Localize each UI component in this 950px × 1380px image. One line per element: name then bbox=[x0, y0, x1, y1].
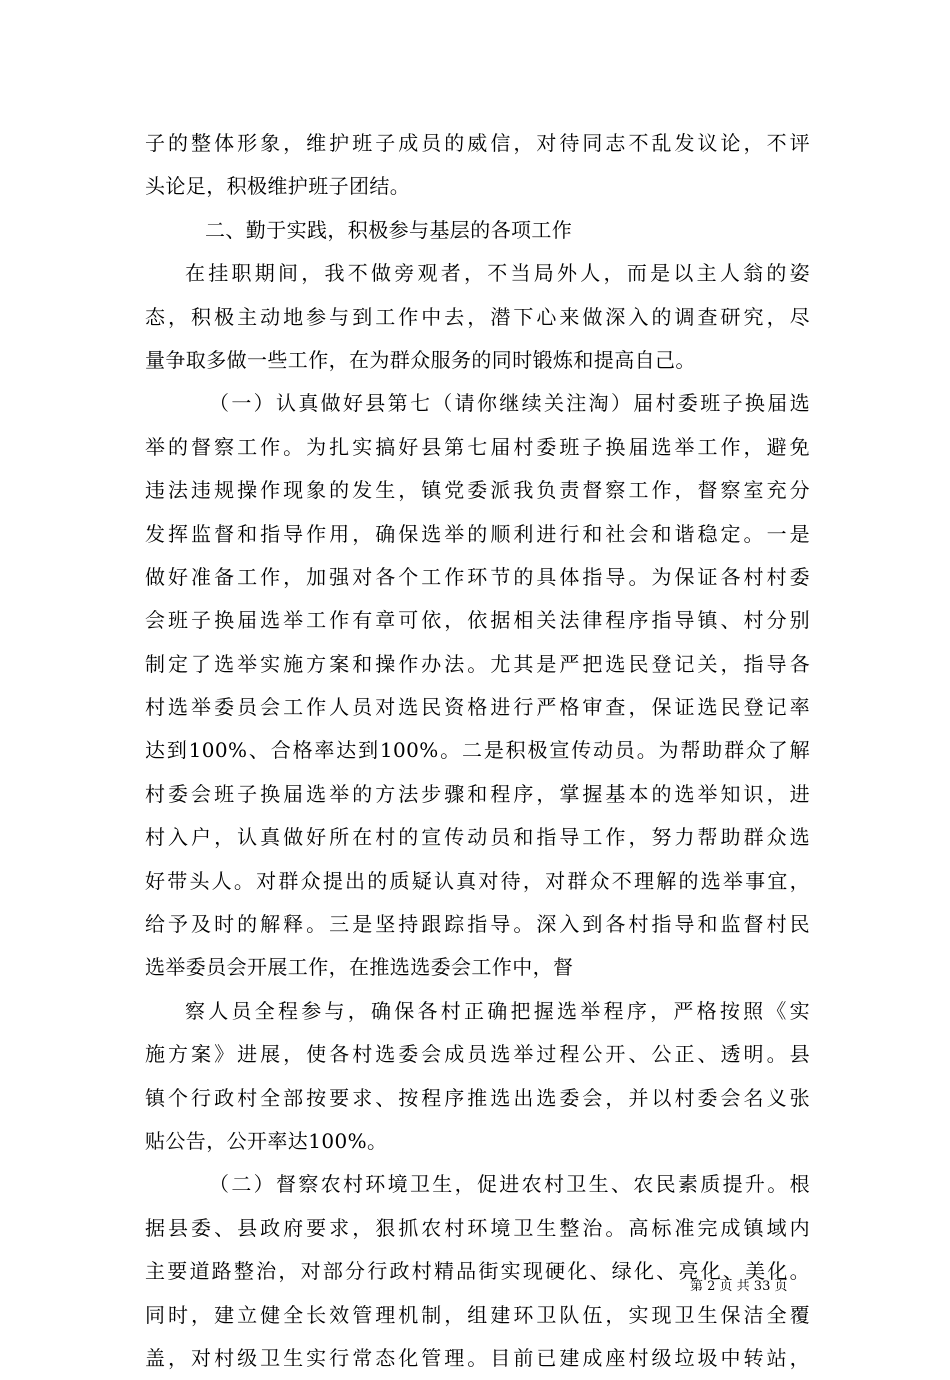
body-text bbox=[145, 122, 810, 1380]
text-line: 主要道路整治，对部分行政村精品街实现硬化、绿化、亮化、美化。 bbox=[145, 1259, 810, 1284]
text-line: 镇个行政村全部按要求、按程序推选出选委会，并以村委会名义张 bbox=[145, 1085, 810, 1110]
text-line: 村委会班子换届选举的方法步骤和程序，掌握基本的选举知识，进 bbox=[145, 781, 810, 806]
text-line: 量争取多做一些工作，在为群众服务的同时锻炼和提高自己。 bbox=[145, 347, 696, 372]
text-line: 态，积极主动地参与到工作中去，潜下心来做深入的调查研究，尽 bbox=[145, 304, 810, 329]
text-line: 违法违规操作现象的发生，镇党委派我负责督察工作，督察室充分 bbox=[145, 478, 810, 503]
text-line: 头论足，积极维护班子团结。 bbox=[145, 174, 411, 199]
text-line: 同时，建立健全长效管理机制，组建环卫队伍，实现卫生保洁全覆 bbox=[145, 1302, 810, 1327]
text-line: 发挥监督和指导作用，确保选举的顺利进行和社会和谐稳定。一是 bbox=[145, 521, 810, 546]
text-line: 达到100%、合格率达到100%。二是积极宣传动员。为帮助群众了解 bbox=[145, 738, 810, 763]
text-line: 子的整体形象，维护班子成员的威信，对待同志不乱发议论，不评 bbox=[145, 131, 810, 155]
text-line: 盖，对村级卫生实行常态化管理。目前已建成座村级垃圾中转站， bbox=[145, 1345, 810, 1370]
text-line: 会班子换届选举工作有章可依，依据相关法律程序指导镇、村分别 bbox=[145, 608, 810, 633]
text-line: 给予及时的解释。三是坚持跟踪指导。深入到各村指导和监督村民 bbox=[145, 912, 810, 937]
section-heading: 二、勤于实践，积极参与基层的各项工作 bbox=[205, 217, 573, 242]
text-line: 在挂职期间，我不做旁观者，不当局外人，而是以主人翁的姿 bbox=[185, 261, 810, 286]
text-line: 施方案》进展，使各村选委会成员选举过程公开、公正、透明。县 bbox=[145, 1042, 810, 1067]
text-line: 贴公告，公开率达100%。 bbox=[145, 1128, 388, 1153]
text-line: 好带头人。对群众提出的质疑认真对待，对群众不理解的选举事宜， bbox=[145, 868, 810, 893]
text-line: 举的督察工作。为扎实搞好县第七届村委班子换届选举工作，避免 bbox=[145, 434, 810, 459]
text-line: 村入户，认真做好所在村的宣传动员和指导工作，努力帮助群众选 bbox=[145, 825, 810, 850]
text-line: 据县委、县政府要求，狠抓农村环境卫生整治。高标准完成镇域内 bbox=[145, 1215, 810, 1240]
subsection-heading: （二）督察农村环境卫生，促进农村卫生、农民素质提升。根 bbox=[209, 1172, 810, 1197]
text-line: 察人员全程参与，确保各村正确把握选举程序，严格按照《实 bbox=[185, 998, 810, 1023]
page-number-footer: 第 2 页 共 33 页 bbox=[690, 1279, 788, 1294]
text-line: 制定了选举实施方案和操作办法。尤其是严把选民登记关，指导各 bbox=[145, 651, 810, 676]
text-line: 选举委员会开展工作，在推选选委会工作中，督 bbox=[145, 955, 574, 980]
text-line: 做好准备工作，加强对各个工作环节的具体指导。为保证各村村委 bbox=[145, 564, 810, 589]
subsection-heading: （一）认真做好县第七（请你继续关注淘）届村委班子换届选 bbox=[209, 391, 810, 416]
text-line: 村选举委员会工作人员对选民资格进行严格审查，保证选民登记率 bbox=[145, 695, 810, 720]
